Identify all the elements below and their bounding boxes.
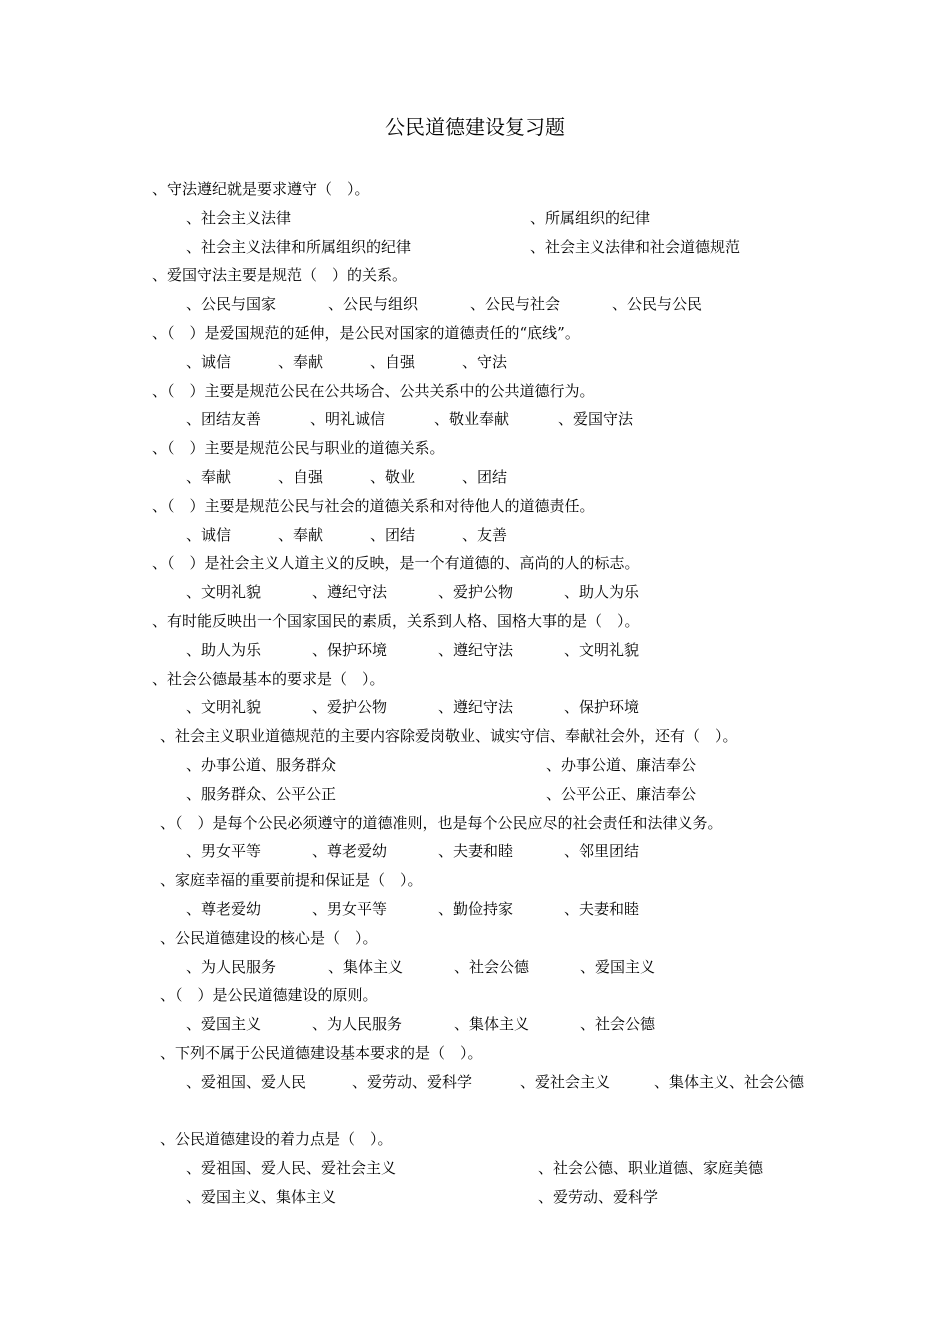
option-c: 、服务群众、公平公正 [186,784,337,803]
question-16: 、公民道德建设的着力点是（ ）。 [160,1130,393,1149]
question-6-options [152,521,822,550]
option-b: 、尊老爱幼 [312,842,388,861]
document-title: 公民道德建设复习题 [385,115,565,139]
option-c: 、自强 [370,352,416,371]
question-16-options-2 [152,1183,822,1212]
option-a: 、公民与国家 [186,295,277,314]
option-c: 、集体主义 [454,1015,530,1034]
option-b: 、奉献 [278,525,324,544]
option-a: 、社会主义法律 [186,208,292,227]
question-2-options [152,290,822,319]
question-1: 、守法遵纪就是要求遵守（ ）。 [152,180,370,198]
option-d: 、社会公德 [580,1015,656,1034]
option-d: 、助人为乐 [564,583,640,602]
option-b: 、集体主义 [328,957,404,976]
option-b: 、为人民服务 [312,1015,403,1034]
option-a: 、男女平等 [186,842,262,861]
option-a: 、文明礼貌 [186,698,262,717]
option-d: 、爱国主义 [580,957,656,976]
question-5: 、（ ）主要是规范公民与职业的道德关系。 [152,439,445,458]
question-8-options [152,636,822,665]
question-2: 、爱国守法主要是规范（ ）的关系。 [152,266,408,285]
question-list [152,175,822,1212]
question-14: 、（ ）是公民道德建设的原则。 [160,986,378,1005]
option-d: 、集体主义、社会公德 [654,1072,805,1091]
option-a: 、奉献 [186,467,232,486]
option-c: 、团结 [370,525,416,544]
question-15-options [152,1068,822,1126]
question-12: 、家庭幸福的重要前提和保证是（ ）。 [160,871,423,890]
question-9: 、社会公德最基本的要求是（ ）。 [152,669,385,688]
option-b: 、明礼诚信 [310,410,386,429]
option-a: 、诚信 [186,352,232,371]
option-c: 、夫妻和睦 [438,842,514,861]
option-a: 、诚信 [186,525,232,544]
question-10-options-2 [152,780,822,809]
option-c: 、遵纪守法 [438,698,514,717]
option-d: 、保护环境 [564,698,640,717]
option-d: 、社会主义法律和社会道德规范 [530,237,741,256]
question-14-options [152,1010,822,1039]
option-b: 、办事公道、廉洁奉公 [546,755,697,774]
question-1-options [152,204,822,233]
option-b: 、男女平等 [312,899,388,918]
option-d: 、团结 [462,467,508,486]
option-b: 、社会公德、职业道德、家庭美德 [538,1159,764,1178]
question-11: 、（ ）是每个公民必须遵守的道德准则，也是每个公民应尽的社会责任和法律义务。 [160,813,723,832]
option-d: 、夫妻和睦 [564,899,640,918]
option-d: 、文明礼貌 [564,640,640,659]
option-a: 、办事公道、服务群众 [186,755,337,774]
option-c: 、公民与社会 [470,295,561,314]
option-a: 、团结友善 [186,410,262,429]
question-15: 、下列不属于公民道德建设基本要求的是（ ）。 [160,1043,483,1062]
option-a: 、爱祖国、爱人民、爱社会主义 [186,1159,397,1178]
option-b: 、爱劳动、爱科学 [352,1072,473,1091]
question-13-options [152,953,822,982]
option-b: 、奉献 [278,352,324,371]
option-c: 、敬业 [370,467,416,486]
option-a: 、尊老爱幼 [186,899,262,918]
option-d: 、爱国守法 [558,410,634,429]
option-d: 、公平公正、廉洁奉公 [546,784,697,803]
question-3-options [152,348,822,377]
option-c: 、社会公德 [454,957,530,976]
option-b: 、公民与组织 [328,295,419,314]
question-6: 、（ ）主要是规范公民与社会的道德关系和对待他人的道德责任。 [152,496,595,515]
option-c: 、社会主义法律和所属组织的纪律 [186,237,412,256]
option-c: 、爱社会主义 [520,1072,611,1091]
question-9-options [152,693,822,722]
question-16-options [152,1154,822,1183]
option-b: 、保护环境 [312,640,388,659]
option-d: 、守法 [462,352,508,371]
question-1-options-2 [152,233,822,262]
option-b: 、自强 [278,467,324,486]
option-b: 、爱护公物 [312,698,388,717]
option-c: 、遵纪守法 [438,640,514,659]
option-d: 、友善 [462,525,508,544]
question-13: 、公民道德建设的核心是（ ）。 [160,928,378,947]
question-5-options [152,463,822,492]
option-a: 、爱国主义 [186,1015,262,1034]
option-c: 、爱国主义、集体主义 [186,1187,337,1206]
question-12-options [152,895,822,924]
question-8: 、有时能反映出一个国家国民的素质，关系到人格、国格大事的是（ ）。 [152,611,640,630]
option-a: 、为人民服务 [186,957,277,976]
option-c: 、敬业奉献 [434,410,510,429]
question-3: 、（ ）是爱国规范的延伸，是公民对国家的道德责任的“底线”。 [152,323,580,342]
question-10-options [152,751,822,780]
option-d: 、公民与公民 [612,295,703,314]
question-7-options [152,578,822,607]
option-b: 、遵纪守法 [312,583,388,602]
option-c: 、勤俭持家 [438,899,514,918]
question-7: 、（ ）是社会主义人道主义的反映，是一个有道德的、高尚的人的标志。 [152,554,640,573]
option-a: 、爱祖国、爱人民 [186,1072,307,1091]
question-10: 、社会主义职业道德规范的主要内容除爱岗敬业、诚实守信、奉献社会外，还有（ ）。 [160,727,738,746]
question-4-options [152,405,822,434]
question-4: 、（ ）主要是规范公民在公共场合、公共关系中的公共道德行为。 [152,381,595,400]
option-a: 、助人为乐 [186,640,262,659]
question-11-options [152,837,822,866]
option-d: 、邻里团结 [564,842,640,861]
option-d: 、爱劳动、爱科学 [538,1187,659,1206]
option-a: 、文明礼貌 [186,583,262,602]
option-c: 、爱护公物 [438,583,514,602]
option-b: 、所属组织的纪律 [530,208,651,227]
